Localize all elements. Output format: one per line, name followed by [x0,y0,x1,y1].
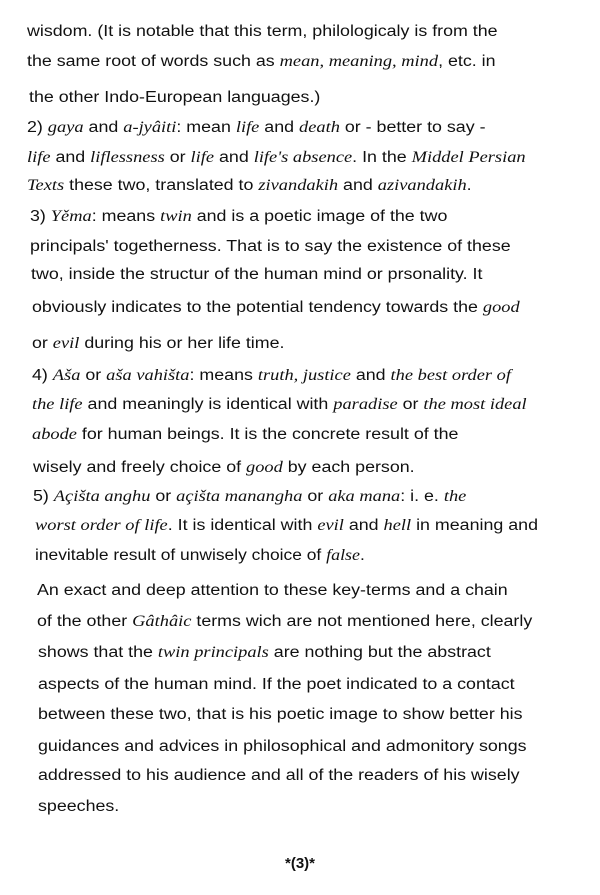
text-line [29,88,320,108]
text-line [37,581,508,601]
text-run: for human beings. It is the concrete result of the [76,426,459,443]
text-run: by each person. [282,459,415,476]
text-run: or [302,488,329,505]
text-run: inevitable result of unwisely choice of [35,547,327,564]
text-line [38,675,515,695]
text-run: : means [91,208,161,225]
text-run: or [164,149,191,166]
italic-term: the life [32,396,83,413]
text-run: 3) [30,208,51,225]
text-run: shows that the [38,644,158,661]
text-run: , etc. in [438,53,496,70]
italic-term: Yěma [50,208,92,225]
text-run: and [350,367,391,384]
text-run: and meaningly is identical with [82,396,334,413]
text-run: : mean [176,119,236,136]
text-run: wisdom. (It is notable that this term, philologicaly is from the [27,23,498,40]
text-run: and [50,149,91,166]
italic-term: açišta manangha [176,488,303,505]
text-line [38,705,523,725]
italic-term: Middel Persian [411,149,526,166]
text-run: . In the [352,149,412,166]
text-run: in meaning and [411,517,538,534]
text-line [31,265,482,285]
italic-term: truth, justice [257,367,351,384]
text-run: the other Indo-European languages.) [29,89,321,106]
italic-term: liflessness [90,149,165,166]
text-run: An exact and deep attention to these key-terms and a chain [37,582,508,599]
text-run: or [397,396,424,413]
italic-term: false [326,547,361,564]
italic-term: evil [52,335,80,352]
text-run: speeches. [38,798,120,815]
italic-term: Texts [27,177,65,194]
italic-term: good [246,459,283,476]
text-line [38,797,119,817]
italic-term: zivandakih [258,177,339,194]
italic-term: evil [317,517,344,534]
text-line [32,366,511,386]
text-line [35,516,538,536]
text-run: terms wich are not mentioned here, clearly [191,613,533,630]
text-run: : means [189,367,258,384]
italic-term: death [299,119,340,136]
italic-term: Aša [52,367,81,384]
text-line [30,237,511,257]
text-run: 4) [32,367,53,384]
text-line [33,458,415,478]
italic-term: the most ideal [423,396,527,413]
text-run: guidances and advices in philosophical and admonitory songs [38,738,527,755]
page-number: *(3)* [284,855,315,872]
text-line [35,546,365,566]
text-run: the same root of words such as [27,53,280,70]
text-run: : i. e. [400,488,444,505]
text-line [32,425,458,445]
text-line [27,22,498,42]
italic-term: azivandakih [377,177,467,194]
text-line [32,395,527,415]
text-line [33,487,466,507]
text-run: and is a poetic image of the two [191,208,448,225]
italic-term: mean, meaning, mind [279,53,439,70]
text-run: principals' togetherness. That is to say the existence of these [30,238,511,255]
italic-term: life [235,119,260,136]
text-run: or - better to say - [339,119,486,136]
text-line [32,334,284,354]
text-run: two, inside the structur of the human mind or prsonality. It [31,266,483,283]
italic-term: Gâthâic [132,613,192,630]
text-run: addressed to his audience and all of the readers of his wisely [38,767,520,784]
italic-term: worst order of life [35,517,168,534]
text-run: and [338,177,378,194]
text-run: wisely and freely choice of [33,459,247,476]
italic-term: good [482,299,520,316]
italic-term: the best order of [390,367,511,384]
text-run: or [32,335,53,352]
text-run: . [360,547,365,564]
italic-term: the [443,488,467,505]
text-run: . It is identical with [167,517,318,534]
text-run: and [343,517,384,534]
text-run: aspects of the human mind. If the poet indicated to a contact [38,676,515,693]
text-run: and [214,149,254,166]
italic-term: aša vahišta [106,367,190,384]
text-line [32,298,520,318]
italic-term: paradise [333,396,398,413]
text-line [38,766,520,786]
italic-term: gaya [47,119,84,136]
italic-term: twin principals [157,644,269,661]
italic-term: life [27,149,51,166]
text-run: or [150,488,177,505]
text-run: these two, translated to [64,177,259,194]
text-line [27,52,496,72]
text-run: of the other [37,613,133,630]
text-line [30,207,447,227]
italic-term: life [190,149,215,166]
text-run: . [466,177,472,194]
text-line [38,643,491,663]
text-run: and [259,119,300,136]
text-run: between these two, that is his poetic image to show better his [38,706,523,723]
text-run: are nothing but the abstract [268,644,491,661]
text-line [37,612,532,632]
text-run: and [83,119,124,136]
italic-term: a-jyâiti [123,119,177,136]
text-line [27,176,472,196]
italic-term: Açišta anghu [53,488,151,505]
text-run: during his or her life time. [79,335,285,352]
italic-term: aka mana [328,488,401,505]
text-line [27,148,526,168]
text-run: obviously indicates to the potential tendency towards the [32,299,483,316]
italic-term: life's absence [253,149,353,166]
text-line [27,118,486,138]
text-run: or [80,367,107,384]
text-line [38,737,527,757]
italic-term: hell [383,517,412,534]
italic-term: abode [32,426,77,443]
text-run: 2) [27,119,48,136]
italic-term: twin [160,208,192,225]
text-run: 5) [33,488,54,505]
